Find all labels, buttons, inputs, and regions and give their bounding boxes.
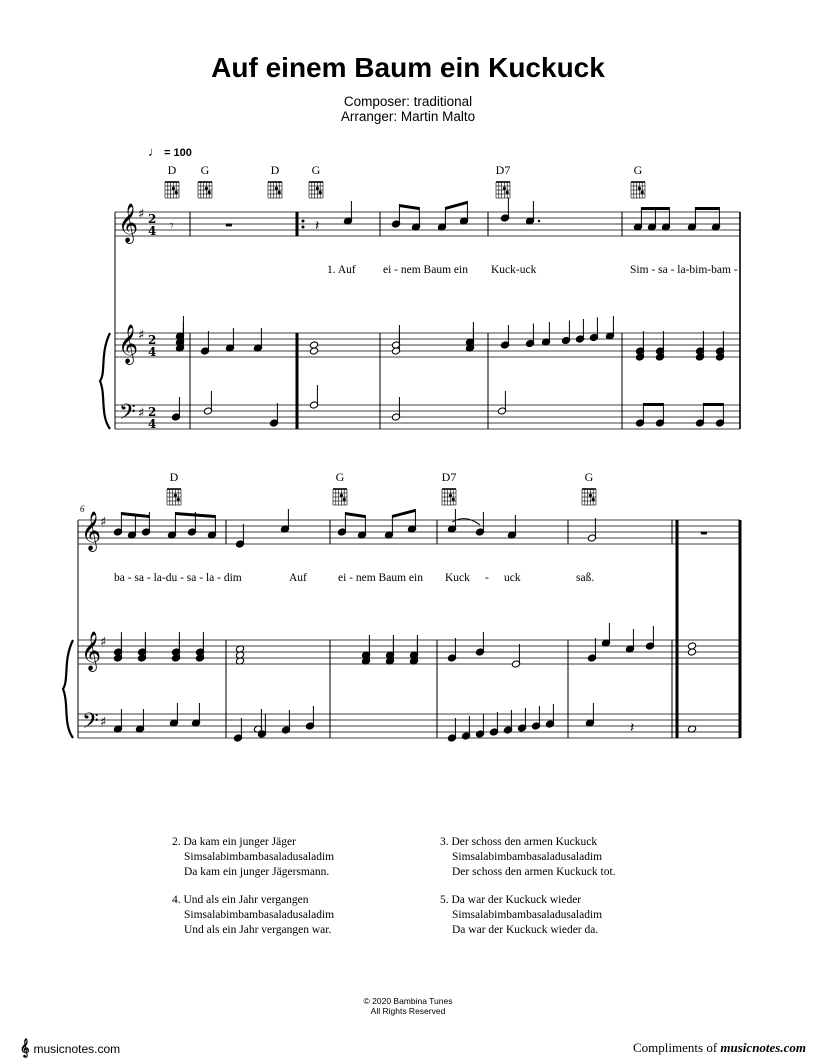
chord-dot [278,191,281,194]
bass-clef-icon: 𝄢 [119,400,136,430]
brace-icon [63,640,73,738]
copyright-line: © 2020 Bambina Tunes [363,996,453,1006]
chord-dot [641,191,644,194]
brace-icon [100,333,110,429]
chord-symbol: D [270,163,280,177]
chord-dot [589,494,592,497]
compliments-label: Compliments of [633,1040,721,1055]
chord-dot [208,191,211,194]
chord-dot [449,494,452,497]
composer-credit: Composer: traditional [343,94,473,109]
measure-number: 6 [80,504,85,514]
chord-symbol: G [335,470,345,484]
arranger-credit: Arranger: Martin Malto [340,109,476,124]
chord-dot [592,498,595,501]
chord-symbol: D7 [495,163,511,177]
chord-dot [452,498,455,501]
lyric-syllable: ba - sa - la-du - sa - la - dim [114,572,242,584]
chord-dot [316,187,319,190]
lyric-syllable: Kuck [445,572,470,584]
repeat-dot [302,220,305,223]
lyric-syllable: - [485,572,489,584]
stanza-line: Und als ein Jahr vergangen war. [184,924,332,936]
stanza-line: Da kam ein junger Jägersmann. [184,866,330,878]
beam [641,207,669,210]
musicnotes-logo-icon: 𝄞 [20,1040,30,1057]
chord-symbol: D [167,163,177,177]
lyric-syllable: Auf [289,572,307,584]
time-signature: 4 [148,345,157,359]
dot [538,220,540,222]
whole-rest-icon: ▬ [700,528,708,537]
sharp-icon: ♯ [138,328,145,343]
eighth-rest-icon: 𝄾 [170,218,174,234]
slur [452,519,480,525]
lyric-syllable: 1. Auf [327,264,356,276]
stanza-line: 5. Da war der Kuckuck wieder [440,894,582,906]
stanza-line: 2. Da kam ein junger Jäger [172,836,296,848]
chord-symbol: G [200,163,210,177]
chord-symbol: G [633,163,643,177]
chord-dot [506,191,509,194]
lyric-syllable: ei - nem Baum ein [383,264,468,276]
time-signature: 2 [148,333,157,347]
sharp-icon: ♯ [100,715,107,730]
lyric-syllable: saß. [576,572,595,584]
beam [399,204,419,210]
lyric-syllable: Kuck-uck [491,264,537,276]
beam [392,509,415,518]
chord-dot [343,498,346,501]
stanza-line: 4. Und als ein Jahr vergangen [172,894,309,906]
lyric-syllable: uck [504,572,521,584]
stanza-line: 3. Der schoss den armen Kuckuck [440,836,598,848]
notehead [687,648,696,656]
time-signature: 2 [148,405,157,419]
whole-rest-icon: ▬ [225,220,233,229]
stanza-line: Simsalabimbambasaladusaladim [452,909,603,921]
time-signature: 4 [148,224,157,238]
sharp-icon: ♯ [138,207,145,222]
time-signature: 4 [148,417,157,431]
beam [445,201,467,210]
treble-clef-icon: 𝄞 [81,631,102,671]
chord-dot [174,494,177,497]
chord-dot [177,498,180,501]
repeat-dot [302,226,305,229]
beam [695,207,719,210]
stanza-line: Simsalabimbambasaladusaladim [452,851,603,863]
chord-dot [319,191,322,194]
quarter-rest-icon: 𝄽 [315,218,320,234]
footer-brand-text: musicnotes.com [33,1042,121,1056]
rights-line: All Rights Reserved [370,1006,446,1016]
time-signature: 2 [148,212,157,226]
beam [345,512,365,518]
lyric-syllable: ei - nem Baum ein [338,572,423,584]
stanza-line: Simsalabimbambasaladusaladim [184,851,335,863]
treble-clef-icon: 𝄞 [118,203,139,243]
chord-dot [275,187,278,190]
sharp-icon: ♯ [100,515,107,530]
beam [703,403,723,406]
quarter-rest-icon: 𝄽 [630,720,635,736]
lyric-syllable: Sim - sa - la-bim-bam - [630,264,738,276]
stanza-line: Simsalabimbambasaladusaladim [184,909,335,921]
chord-dot [205,187,208,190]
bass-clef-icon: 𝄢 [82,709,99,739]
chord-symbol: G [311,163,321,177]
chord-dot [175,191,178,194]
quarter-note-icon: ♩ [148,144,161,159]
stanza-line: Da war der Kuckuck wieder da. [452,924,599,936]
chord-dot [503,187,506,190]
chord-dot [638,187,641,190]
sharp-icon: ♯ [100,635,107,650]
sharp-icon: ♯ [138,406,145,421]
chord-symbol: D [169,470,179,484]
chord-dot [172,187,175,190]
treble-clef-icon: 𝄞 [81,511,102,551]
chord-symbol: G [584,470,594,484]
notehead [309,341,318,349]
stanza-line: Der schoss den armen Kuckuck tot. [452,866,616,878]
page-title: Auf einem Baum ein Kuckuck [211,52,605,83]
tempo-value: = 100 [164,147,192,159]
beam [643,403,663,406]
compliments-brand[interactable]: musicnotes.com [720,1040,806,1055]
chord-dot [340,494,343,497]
treble-clef-icon: 𝄞 [118,324,139,364]
chord-symbol: D7 [441,470,457,484]
